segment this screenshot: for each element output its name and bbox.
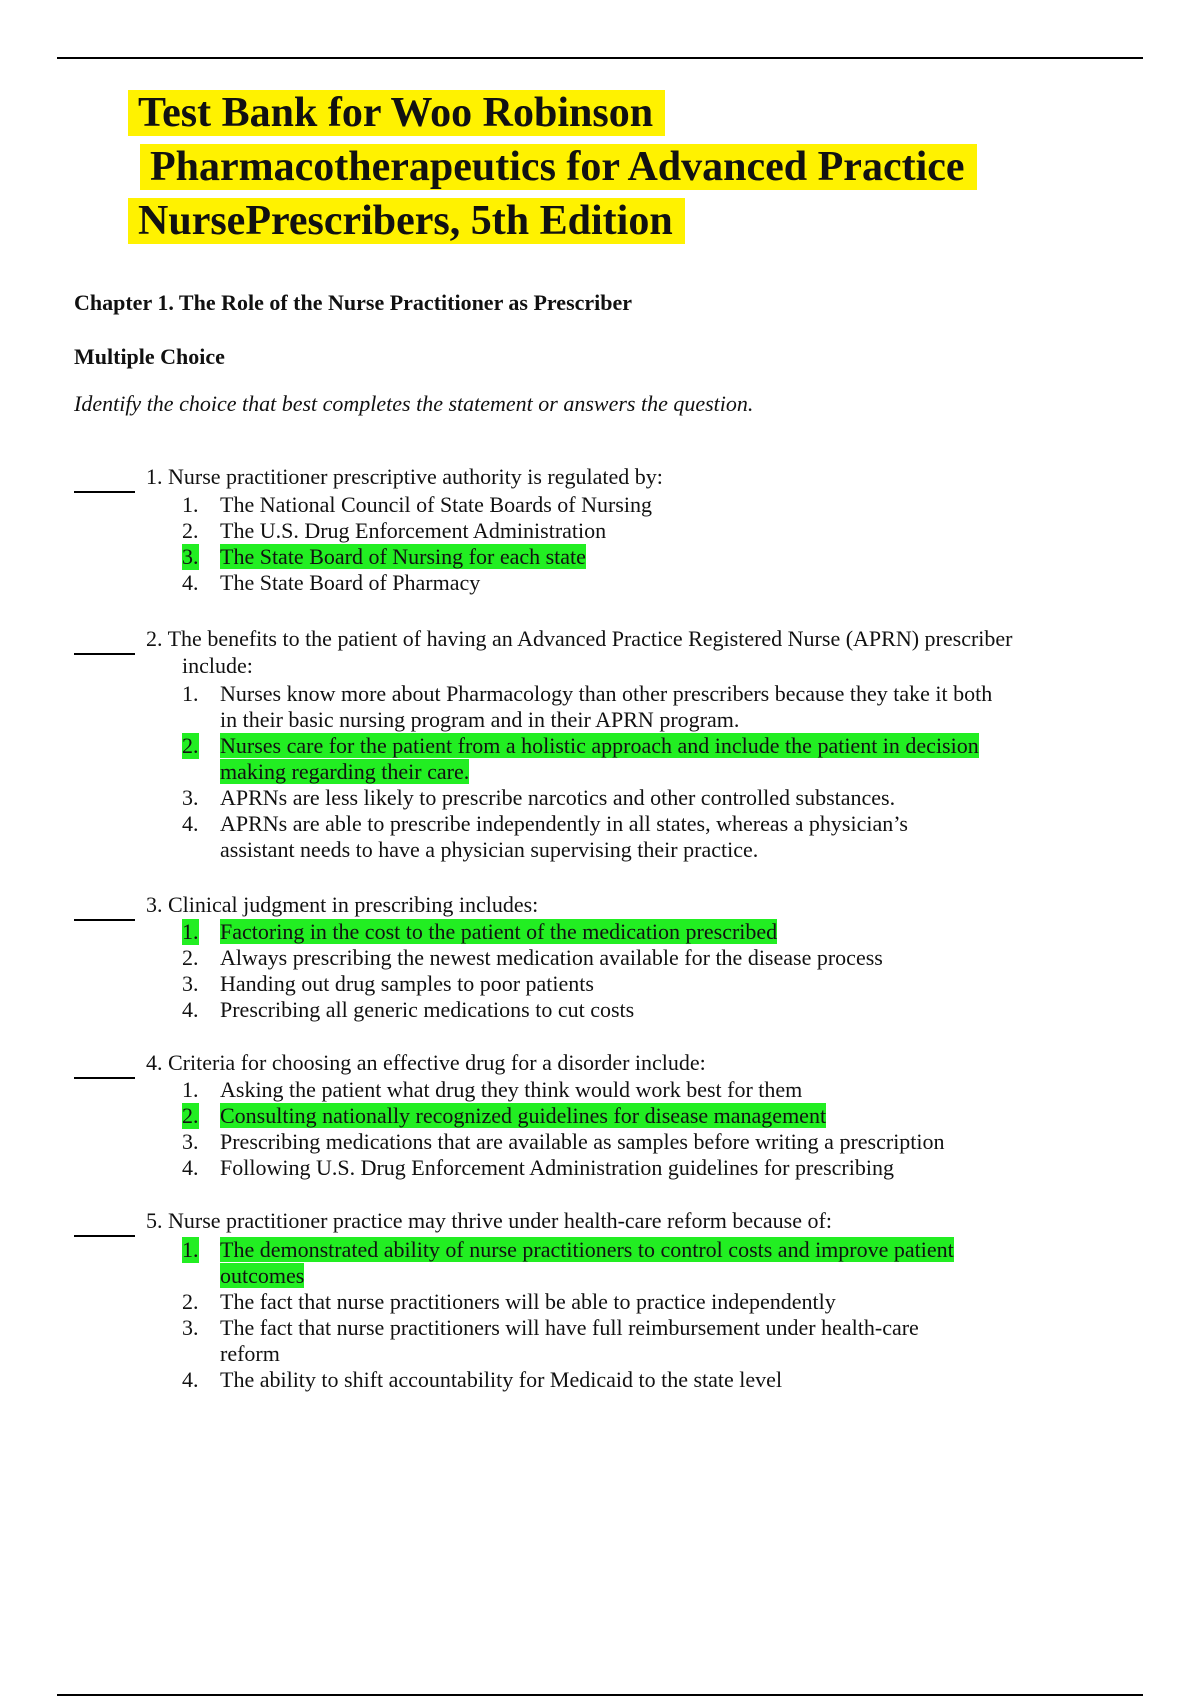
choice-item: 4. The ability to shift accountability for Medicaid to the state level <box>182 1367 783 1392</box>
choice-list <box>182 919 1042 1023</box>
top-rule <box>57 57 1143 59</box>
bottom-rule <box>57 1694 1143 1696</box>
choice-item: 1. The National Council of State Boards of Nursing <box>182 492 652 517</box>
chapter-heading: Chapter 1. The Role of the Nurse Practitioner as Prescriber <box>74 290 633 315</box>
question-stem: 1. Nurse practitioner prescriptive authority is regulated by: <box>146 464 663 489</box>
question-stem: 2. The benefits to the patient of having an Advanced Practice Registered Nurse (APRN) prescriber include: <box>146 626 1013 678</box>
document-title <box>128 86 977 248</box>
answer-blank <box>74 625 135 655</box>
title-line-3: NursePrescribers, 5th Edition <box>128 194 977 248</box>
choice-item-correct: 1. Factoring in the cost to the patient of the medication prescribed <box>182 919 778 944</box>
choice-item: 1. Asking the patient what drug they think would work best for them <box>182 1077 803 1102</box>
answer-blank <box>74 891 135 921</box>
choice-item: 4. Prescribing all generic medications to cut costs <box>182 997 635 1022</box>
answer-blank <box>74 1049 135 1079</box>
choice-item-correct: 2. Nurses care for the patient from a holistic approach and include the patient in decision making regarding their care. <box>182 733 979 784</box>
choice-list <box>182 1237 1022 1393</box>
choice-item-correct: 1. The demonstrated ability of nurse practitioners to control costs and improve patient outcomes <box>182 1237 954 1288</box>
choice-item: 4. APRNs are able to prescribe independently in all states, whereas a physician’s assistant needs to have a physician supervising their practice. <box>182 811 908 862</box>
question-stem: 3. Clinical judgment in prescribing includes: <box>146 892 539 917</box>
choice-item: 2. The fact that nurse practitioners will be able to practice independently <box>182 1289 836 1314</box>
title-line-2: Pharmacotherapeutics for Advanced Practice <box>140 140 977 194</box>
instructions-text: Identify the choice that best completes the statement or answers the question. <box>74 391 754 416</box>
choice-item: 4. Following U.S. Drug Enforcement Administration guidelines for prescribing <box>182 1155 894 1180</box>
choice-item: 4. The State Board of Pharmacy <box>182 570 481 595</box>
choice-list <box>182 492 1042 596</box>
answer-blank <box>74 1207 135 1237</box>
title-line-1: Test Bank for Woo Robinson <box>128 86 977 140</box>
choice-list <box>182 1077 1042 1181</box>
choice-item: 3. Prescribing medications that are available as samples before writing a prescription <box>182 1129 945 1154</box>
choice-item-correct: 2. Consulting nationally recognized guidelines for disease management <box>182 1103 827 1128</box>
question-stem: 4. Criteria for choosing an effective drug for a disorder include: <box>146 1050 706 1075</box>
section-heading: Multiple Choice <box>74 344 225 369</box>
choice-list <box>182 681 1012 863</box>
choice-item: 3. APRNs are less likely to prescribe narcotics and other controlled substances. <box>182 785 896 810</box>
choice-item: 1. Nurses know more about Pharmacology than other prescribers because they take it both in their basic nursing program and in their APRN program. <box>182 681 993 732</box>
choice-item-correct: 3. The State Board of Nursing for each state <box>182 544 586 569</box>
answer-blank <box>74 463 135 493</box>
choice-item: 2. The U.S. Drug Enforcement Administration <box>182 518 607 543</box>
choice-item: 3. Handing out drug samples to poor patients <box>182 971 594 996</box>
question-stem: 5. Nurse practitioner practice may thrive under health-care reform because of: <box>146 1208 832 1233</box>
choice-item: 3. The fact that nurse practitioners will have full reimbursement under health-care reform <box>182 1315 919 1366</box>
choice-item: 2. Always prescribing the newest medication available for the disease process <box>182 945 883 970</box>
